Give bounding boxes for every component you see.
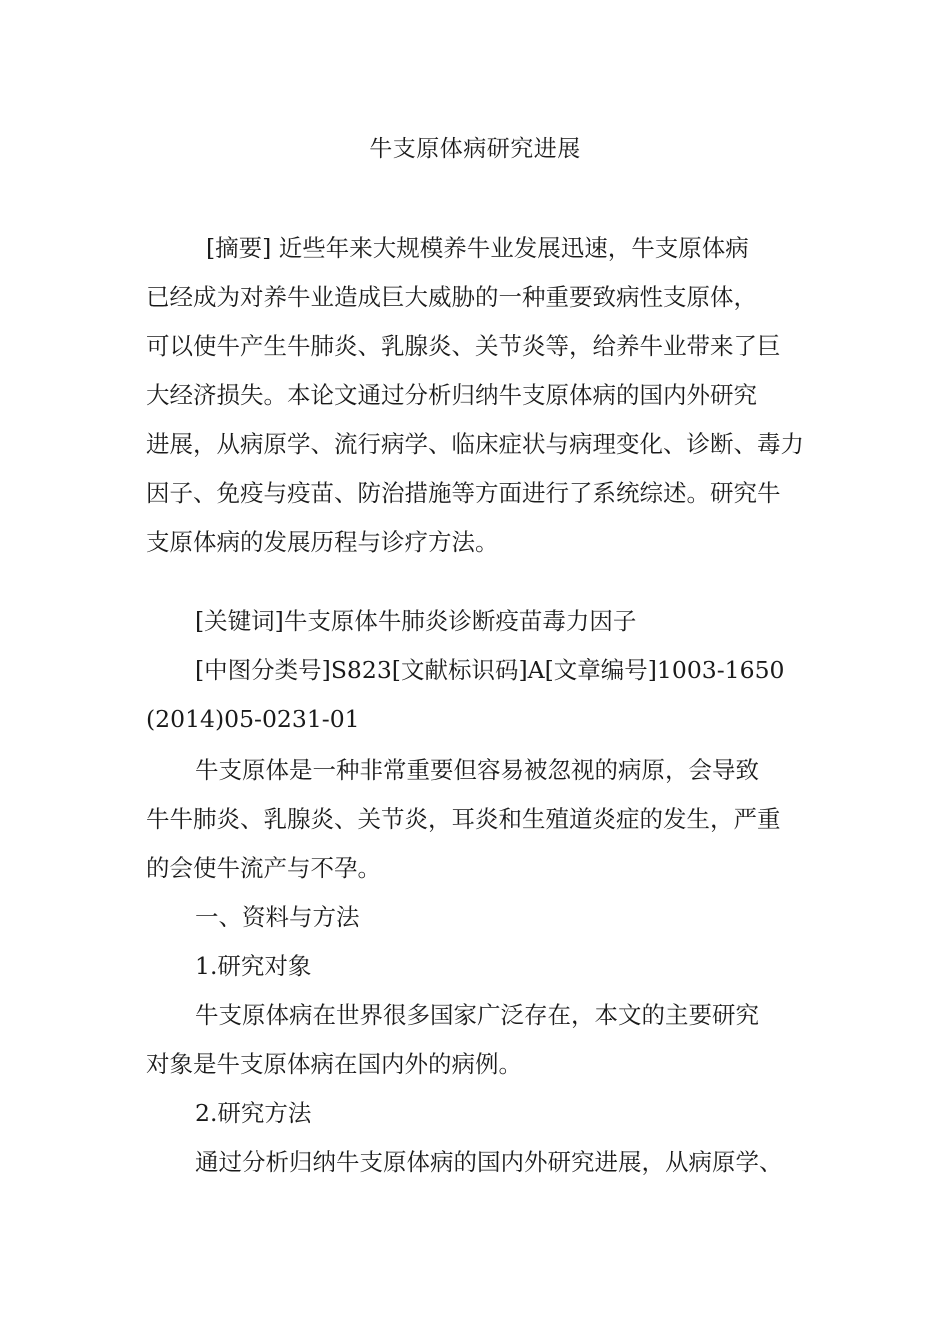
keywords-block: [146, 597, 816, 744]
abstract-line: 已经成为对养牛业造成巨大威胁的一种重要致病性支原体，: [146, 283, 757, 311]
abstract-paragraph: [146, 224, 816, 567]
body-line: 对象是牛支原体病在国内外的病例。: [146, 1050, 522, 1078]
abstract-line: 进展，从病原学、流行病学、临床症状与病理变化、诊断、毒力: [146, 430, 804, 458]
document-title: 牛支原体病研究进展: [369, 136, 581, 162]
intro-line: 牛牛肺炎、乳腺炎、关节炎，耳炎和生殖道炎症的发生，严重: [146, 805, 781, 833]
abstract-line: 大经济损失。本论文通过分析归纳牛支原体病的国内外研究: [146, 381, 757, 409]
intro-line: 牛支原体是一种非常重要但容易被忽视的病原，会导致: [195, 756, 759, 784]
intro-paragraph: [146, 746, 816, 1187]
body-line: 牛支原体病在世界很多国家广泛存在，本文的主要研究: [195, 1001, 759, 1029]
abstract-line: [摘要] 近些年来大规模养牛业发展迅速，牛支原体病: [206, 234, 749, 262]
abstract-line: 因子、免疫与疫苗、防治措施等方面进行了系统综述。研究牛: [146, 479, 781, 507]
body-line: 通过分析归纳牛支原体病的国内外研究进展，从病原学、: [195, 1148, 783, 1176]
intro-line: 的会使牛流产与不孕。: [146, 854, 381, 882]
classification-line: [中图分类号]S823[文献标识码]A[文章编号]1003-1650: [195, 656, 785, 684]
section-heading: 一、资料与方法: [195, 903, 360, 931]
subsection-heading: 1.研究对象: [195, 952, 312, 980]
keywords-line: [关键词]牛支原体牛肺炎诊断疫苗毒力因子: [195, 607, 637, 635]
classification-line: (2014)05-0231-01: [146, 705, 360, 733]
subsection-heading: 2.研究方法: [195, 1099, 312, 1127]
abstract-line: 可以使牛产生牛肺炎、乳腺炎、关节炎等，给养牛业带来了巨: [146, 332, 781, 360]
abstract-line: 支原体病的发展历程与诊疗方法。: [146, 528, 499, 556]
